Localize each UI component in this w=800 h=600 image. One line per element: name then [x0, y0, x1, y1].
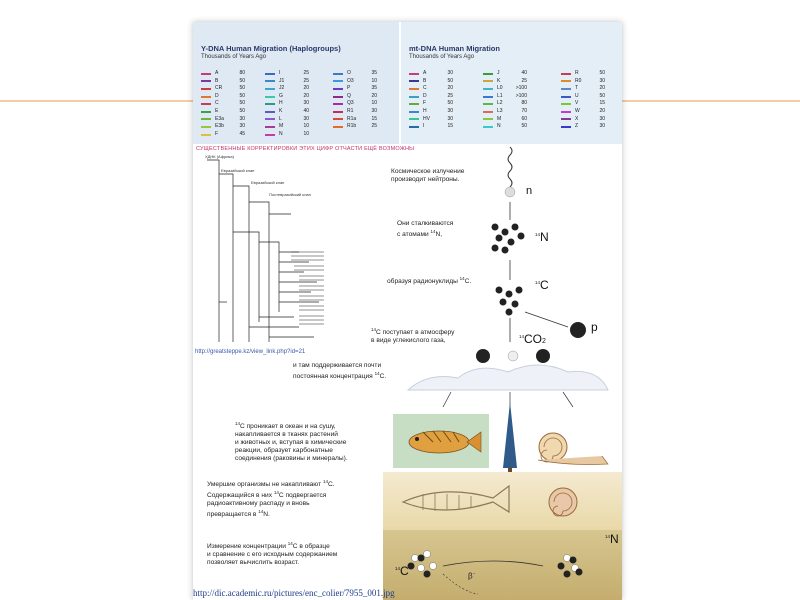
haplogroup-code: Q3: [347, 100, 354, 107]
haplogroup-code: F: [215, 130, 219, 137]
haplogroup-code: R0: [575, 77, 582, 84]
haplogroup-age: 50: [239, 100, 245, 107]
tree-root-label: ХДНК (Африка): [205, 154, 234, 159]
haplogroup-age: 50: [239, 77, 245, 84]
haplogroup-age: 25: [303, 70, 309, 76]
haplogroup-age: 40: [303, 107, 309, 114]
haplogroup-age: 30: [447, 115, 453, 122]
soil-sample-illustration: [383, 530, 622, 600]
step5-text: и там поддерживается почти постоянная концентрация $^{14}$C.: [293, 362, 387, 381]
haplogroup-age: 10: [303, 123, 309, 130]
haplogroup-code: J2: [279, 85, 285, 92]
haplogroup-age: 50: [447, 100, 453, 107]
haplogroup-code: O: [347, 70, 351, 76]
haplogroup-code: L: [279, 115, 282, 122]
mtdna-subtitle: Thousands of Years Ago: [409, 54, 475, 60]
haplogroup-code: L0: [497, 85, 503, 92]
tree-clan2-label: Евразийский клан: [251, 180, 285, 185]
tree-clan3-label: Постевразийский клан: [269, 192, 311, 197]
haplogroup-code: HV: [423, 115, 430, 122]
haplogroup-code: R1a: [347, 115, 357, 122]
document-sheet: [193, 22, 622, 600]
haplogroup-code: W: [575, 107, 580, 114]
haplogroup-age: 80: [239, 70, 245, 76]
haplogroup-code: G: [279, 92, 283, 99]
haplogroup-age: 50: [599, 92, 605, 99]
haplogroup-code: U: [575, 92, 579, 99]
step1-text: Космическое излучение производит нейтроны.: [391, 168, 465, 183]
haplogroup-age: 15: [447, 123, 453, 130]
haplogroup-age: 50: [239, 85, 245, 92]
haplogroup-code: D: [215, 92, 219, 99]
haplogroup-code: R1b: [347, 123, 357, 130]
n14-label: $^{14}$N: [535, 230, 549, 244]
haplogroup-age: >100: [515, 92, 527, 99]
haplogroup-age: 30: [447, 70, 453, 76]
proton-label: p: [591, 320, 598, 334]
haplogroup-age: 50: [239, 107, 245, 114]
haplogroup-code: K: [279, 107, 283, 114]
haplogroup-age: 30: [371, 107, 377, 114]
haplogroup-age: 30: [447, 107, 453, 114]
haplogroup-code: K: [497, 77, 501, 84]
haplogroup-age: 50: [521, 123, 527, 130]
ydna-subtitle: Thousands of Years Ago: [201, 54, 267, 60]
haplogroup-age: 20: [303, 85, 309, 92]
haplogroup-code: J1: [279, 77, 285, 84]
haplogroup-code: X: [575, 115, 579, 122]
haplogroup-code: D: [423, 92, 427, 99]
haplogroup-age: 10: [371, 100, 377, 107]
haplogroup-age: 70: [521, 107, 527, 114]
haplogroup-age: 45: [239, 130, 245, 137]
mtdna-title: mt-DNA Human Migration: [409, 44, 500, 53]
haplogroup-age: 80: [521, 100, 527, 107]
haplogroup-age: 25: [521, 77, 527, 84]
haplogroup-code: V: [575, 100, 579, 107]
haplogroup-code: M: [279, 123, 284, 130]
warning-text: СУЩЕСТВЕННЫЕ КОРРЕКТИРОВКИ ЭТИХ ЦИФР ОТЧАСТИ ЕЩЁ ВОЗМОЖНЫ: [196, 146, 415, 152]
haplogroup-age: 25: [303, 77, 309, 84]
fossil-illustration: [383, 472, 622, 534]
haplogroup-code: B: [423, 77, 427, 84]
haplogroup-age: 50: [447, 77, 453, 84]
haplogroup-age: 40: [521, 70, 527, 76]
haplogroup-code: N: [279, 130, 283, 137]
beta-label: β−: [468, 571, 476, 581]
n14-sample-label: $^{14}$N: [605, 532, 619, 546]
source-link-top[interactable]: http://greatsteppe.kz/view_link.php?id=21: [195, 349, 306, 355]
haplogroup-age: 15: [599, 100, 605, 107]
source-link-bottom[interactable]: http://dic.academic.ru/pictures/enc_colier/7955_001.jpg: [193, 588, 395, 598]
haplogroup-code: H: [279, 100, 283, 107]
haplogroup-code: E: [215, 107, 219, 114]
haplogroup-code: I: [423, 123, 425, 130]
haplogroup-code: Q: [347, 92, 351, 99]
haplogroup-age: 20: [599, 107, 605, 114]
haplogroup-code: E3a: [215, 115, 224, 122]
step7-text: Умершие организмы не накапливают $^{14}$C. Содержащийся в них $^{14}$C подвергается радиоактивному распаду и вновь превращается в $^{14}$N.: [207, 479, 335, 519]
haplogroup-code: N: [497, 123, 501, 130]
haplogroup-code: R1: [347, 107, 354, 114]
haplogroup-age: >100: [515, 85, 527, 92]
haplogroup-age: 35: [371, 70, 377, 76]
haplogroup-age: 30: [239, 123, 245, 130]
haplogroup-age: 50: [239, 92, 245, 99]
haplogroup-code: I: [279, 70, 281, 76]
haplogroup-code: A: [215, 70, 219, 76]
haplogroup-age: 20: [371, 92, 377, 99]
haplogroup-age: 25: [447, 92, 453, 99]
haplogroup-age: 50: [599, 70, 605, 76]
haplogroup-code: CR: [215, 85, 223, 92]
haplogroup-age: 35: [371, 85, 377, 92]
haplogroup-code: C: [215, 100, 219, 107]
haplogroup-code: E3b: [215, 123, 224, 130]
step6-text: $^{14}$C проникает в океан и на сушу, накапливается в тканях растений и животных и, вступая в химические реакции, образует карбонатные соединения (раковины и минералы).: [235, 421, 348, 463]
haplogroup-code: L2: [497, 100, 503, 107]
tree-clan1-label: Евразийский клан: [221, 168, 255, 173]
haplogroup-age: 20: [599, 85, 605, 92]
haplogroup-code: O3: [347, 77, 354, 84]
haplogroup-code: L1: [497, 92, 503, 99]
ydna-title: Y-DNA Human Migration (Haplogroups): [201, 44, 341, 53]
haplogroup-code: J: [497, 70, 500, 76]
haplogroup-code: M: [497, 115, 502, 122]
haplogroup-age: 30: [303, 115, 309, 122]
haplogroup-code: C: [423, 85, 427, 92]
c14-label: $^{14}$C: [535, 278, 549, 292]
haplogroup-code: A: [423, 70, 427, 76]
haplogroup-age: 30: [303, 100, 309, 107]
haplogroup-code: F: [423, 100, 427, 107]
haplogroup-age: 25: [371, 123, 377, 130]
c14-sample-label: $^{14}$C: [395, 564, 409, 578]
haplogroup-age: 30: [599, 123, 605, 130]
haplogroup-code: P: [347, 85, 351, 92]
neutron-label: n: [526, 185, 533, 197]
step3-text: образуя радионуклиды $^{14}$C.: [387, 276, 472, 286]
haplogroup-age: 30: [599, 115, 605, 122]
haplogroup-age: 20: [303, 92, 309, 99]
haplogroup-code: R: [575, 70, 579, 76]
haplogroup-code: B: [215, 77, 219, 84]
haplogroup-code: H: [423, 107, 427, 114]
haplogroup-age: 30: [239, 115, 245, 122]
haplogroup-code: Z: [575, 123, 579, 130]
step2-text: Они сталкиваются с атомами $^{14}$N,: [397, 220, 454, 239]
haplogroup-age: 10: [371, 77, 377, 84]
haplogroup-age: 20: [447, 85, 453, 92]
co2-label: $^{14}$CO2: [519, 332, 546, 346]
haplogroup-age: 60: [521, 115, 527, 122]
haplogroup-age: 15: [371, 115, 377, 122]
haplogroup-code: L3: [497, 107, 503, 114]
haplogroup-code: T: [575, 85, 579, 92]
step8-text: Измерение концентрации $^{14}$C в образце и сравнение с его исходным содержанием позволяет вычислить возраст.: [207, 541, 338, 567]
fish-illustration: [393, 414, 489, 468]
step4-text: $^{14}$C поступает в атмосферу в виде углекислого газа,: [371, 327, 455, 345]
haplogroup-age: 30: [599, 77, 605, 84]
haplogroup-age: 10: [303, 130, 309, 137]
